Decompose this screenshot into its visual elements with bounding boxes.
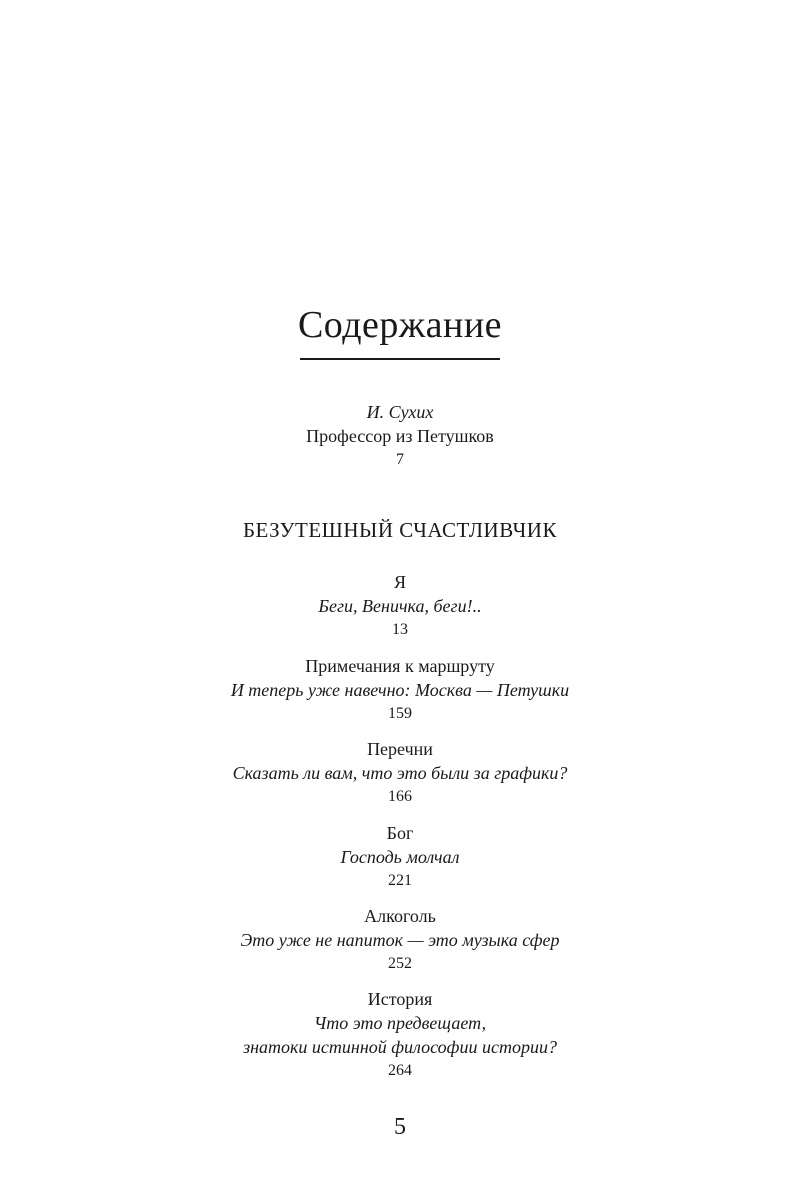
chapter-page-number: 252 [388,955,412,972]
chapter-subtitle: Это уже не напиток — это музыка сфер [240,930,560,950]
chapter-heading: История [367,989,433,1009]
chapter-heading: Примечания к маршруту [305,656,495,676]
chapter-page-number: 13 [392,621,408,638]
chapter-page-number: 159 [388,705,412,722]
intro-author: И. Сухих [366,402,434,422]
toc-entry-4 [0,821,800,893]
page-title: Содержание [297,304,503,346]
section-title: БЕЗУТЕШНЫЙ СЧАСТЛИВЧИК [243,518,557,542]
chapter-page-number: 221 [388,872,412,889]
toc-entry-6 [0,987,800,1083]
chapter-heading: Я [393,572,406,592]
chapter-heading: Бог [386,823,414,843]
chapter-heading: Алкоголь [364,906,436,926]
folio-page-number: 5 [394,1114,406,1140]
chapter-subtitle: Сказать ли вам, что это были за графики? [232,763,568,783]
chapter-page-number: 264 [388,1062,412,1079]
toc-entry-3 [0,737,800,809]
chapter-subtitle: Господь молчал [340,847,460,867]
chapter-subtitle: знатоки истинной философии истории? [243,1037,557,1057]
title-underline [300,358,500,360]
chapter-subtitle: Что это предвещает, [313,1013,487,1033]
intro-page-number: 7 [396,451,404,468]
intro-entry [0,400,800,472]
chapter-subtitle: Беги, Веничка, беги!.. [318,596,482,616]
chapter-heading: Перечни [367,739,433,759]
intro-title: Профессор из Петушков [306,426,494,446]
chapter-page-number: 166 [388,788,412,805]
toc-entry-5 [0,904,800,976]
title-block [0,300,800,360]
toc-entry-1 [0,570,800,642]
toc-entry-2 [0,654,800,726]
chapter-subtitle: И теперь уже навечно: Москва — Петушки [230,680,570,700]
